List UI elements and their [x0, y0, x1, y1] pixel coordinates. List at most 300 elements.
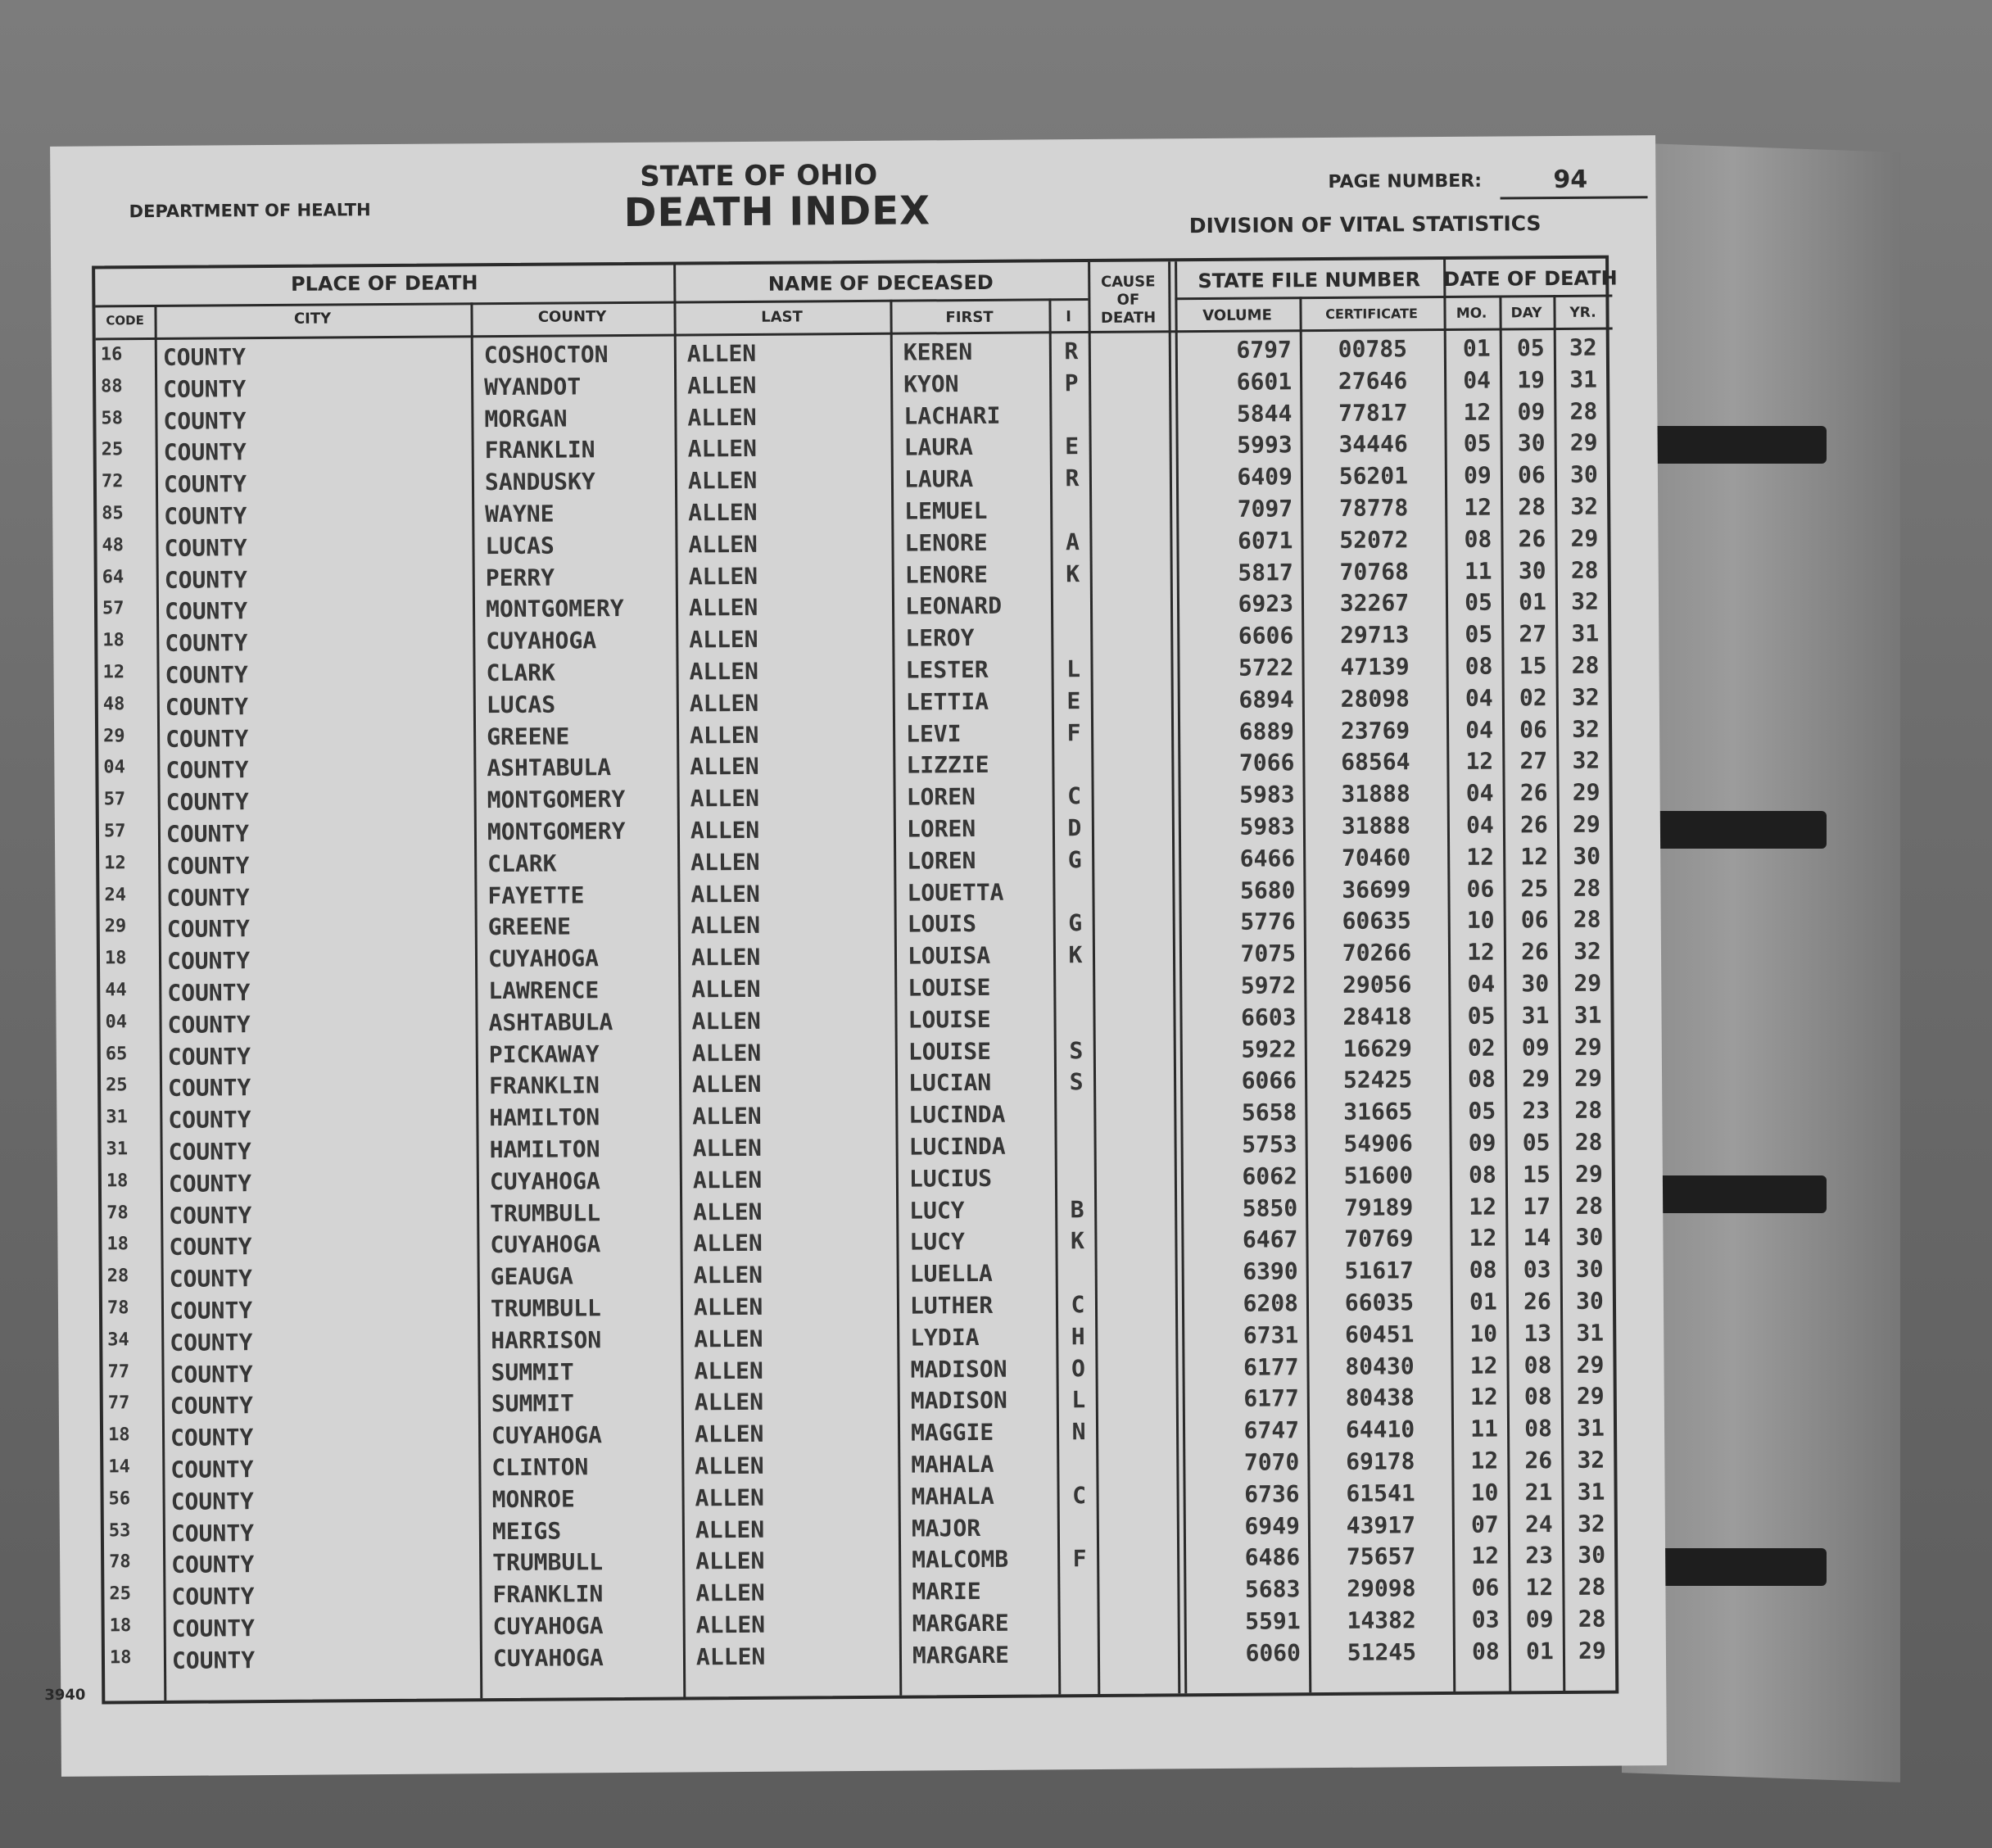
header-first: FIRST — [945, 308, 994, 327]
city-cell: COUNTY — [165, 629, 248, 658]
city-cell: COUNTY — [170, 1392, 254, 1420]
city-cell: COUNTY — [164, 502, 247, 530]
month-cell: 05 — [1468, 1097, 1496, 1125]
volume-cell: 6177 — [1243, 1384, 1299, 1413]
first-name-cell: LOUETTA — [907, 878, 1004, 907]
month-cell: 11 — [1470, 1415, 1499, 1443]
last-name-cell: ALLEN — [692, 1103, 762, 1130]
day-cell: 26 — [1524, 1447, 1553, 1474]
county-cell: WAYNE — [485, 500, 555, 528]
code-cell: 04 — [103, 757, 125, 778]
last-name-cell: ALLEN — [690, 753, 759, 781]
city-cell: COUNTY — [167, 1074, 251, 1103]
year-cell: 32 — [1577, 1446, 1605, 1474]
code-cell: 31 — [106, 1107, 128, 1128]
city-cell: COUNTY — [163, 375, 247, 403]
first-name-cell: LUCY — [909, 1196, 965, 1225]
city-cell: COUNTY — [163, 406, 247, 435]
initial-cell: E — [1065, 433, 1080, 460]
first-name-cell: LUCIUS — [908, 1164, 993, 1193]
day-cell: 26 — [1518, 524, 1546, 553]
certificate-cell: 61541 — [1346, 1479, 1415, 1507]
code-cell: 72 — [101, 471, 124, 492]
first-name-cell: LOUISA — [907, 942, 991, 970]
page-number: 94 — [1553, 165, 1588, 195]
volume-cell: 7097 — [1237, 495, 1293, 523]
volume-cell: 6797 — [1236, 336, 1292, 364]
code-cell: 24 — [104, 884, 127, 906]
header-volume: VOLUME — [1202, 306, 1272, 325]
first-name-cell: MARIE — [912, 1578, 981, 1606]
day-cell: 06 — [1519, 715, 1548, 743]
county-cell: HAMILTON — [489, 1135, 600, 1164]
header-county: COUNTY — [537, 308, 607, 326]
day-cell: 28 — [1518, 493, 1546, 521]
month-cell: 05 — [1463, 429, 1492, 458]
code-cell: 77 — [107, 1361, 130, 1383]
day-cell: 29 — [1522, 1065, 1551, 1093]
last-name-cell: ALLEN — [693, 1198, 763, 1226]
day-cell: 12 — [1525, 1574, 1554, 1601]
county-cell: CUYAHOGA — [489, 1167, 600, 1195]
city-cell: COUNTY — [167, 1010, 251, 1039]
county-cell: WYANDOT — [484, 373, 582, 401]
city-cell: COUNTY — [164, 597, 248, 626]
month-cell: 12 — [1463, 398, 1492, 426]
year-cell: 30 — [1578, 1542, 1606, 1569]
certificate-cell: 70460 — [1341, 844, 1411, 872]
first-name-cell: MADISON — [910, 1387, 1007, 1415]
last-name-cell: ALLEN — [695, 1610, 766, 1639]
city-cell: COUNTY — [170, 1456, 254, 1483]
certificate-cell: 78778 — [1338, 494, 1409, 522]
month-cell: 08 — [1465, 652, 1493, 680]
first-name-cell: KEREN — [903, 338, 973, 366]
code-cell: 14 — [108, 1456, 130, 1478]
code-cell: 25 — [109, 1583, 132, 1605]
certificate-cell: 51600 — [1343, 1162, 1414, 1189]
year-cell: 29 — [1574, 1065, 1603, 1093]
header-day: DAY — [1510, 305, 1542, 322]
last-name-cell: ALLEN — [690, 785, 760, 813]
day-cell: 08 — [1523, 1383, 1552, 1411]
code-cell: 57 — [103, 789, 126, 810]
initial-cell: R — [1064, 337, 1079, 365]
certificate-cell: 80438 — [1345, 1384, 1415, 1412]
last-name-cell: ALLEN — [695, 1579, 765, 1607]
month-cell: 01 — [1462, 334, 1491, 362]
code-cell: 88 — [101, 376, 123, 397]
day-cell: 24 — [1524, 1510, 1553, 1538]
code-cell: 29 — [104, 916, 127, 937]
certificate-cell: 70769 — [1344, 1225, 1414, 1253]
first-name-cell: LACHARI — [903, 401, 1001, 430]
city-cell: COUNTY — [165, 820, 250, 848]
last-name-cell: ALLEN — [689, 626, 758, 654]
county-cell: CUYAHOGA — [490, 1230, 601, 1259]
month-cell: 05 — [1465, 620, 1493, 649]
first-name-cell: LENORE — [904, 528, 988, 557]
volume-cell: 6466 — [1239, 845, 1296, 872]
year-cell: 28 — [1578, 1573, 1606, 1601]
last-name-cell: ALLEN — [687, 435, 758, 463]
year-cell: 29 — [1572, 778, 1600, 807]
death-index-table — [92, 256, 1618, 1705]
county-cell: SUMMIT — [491, 1389, 575, 1418]
volume-cell: 6486 — [1244, 1543, 1301, 1572]
year-cell: 28 — [1571, 651, 1600, 679]
year-cell: 31 — [1577, 1414, 1605, 1443]
month-cell: 08 — [1471, 1637, 1500, 1665]
city-cell: COUNTY — [163, 470, 247, 499]
certificate-cell: 54906 — [1343, 1130, 1413, 1157]
month-cell: 05 — [1467, 1002, 1496, 1030]
month-cell: 12 — [1465, 747, 1494, 776]
certificate-cell: 80430 — [1345, 1352, 1415, 1380]
year-cell: 28 — [1569, 397, 1598, 425]
month-cell: 11 — [1464, 557, 1492, 585]
year-cell: 32 — [1570, 492, 1599, 520]
volume-cell: 6060 — [1245, 1639, 1302, 1667]
code-cell: 57 — [102, 598, 124, 619]
initial-cell: K — [1066, 559, 1080, 587]
year-cell: 29 — [1574, 1160, 1603, 1188]
first-name-cell: LEROY — [905, 624, 975, 652]
initial-cell: C — [1071, 1291, 1085, 1319]
month-cell: 04 — [1463, 366, 1492, 394]
month-cell: 02 — [1467, 1034, 1496, 1062]
last-name-cell: ALLEN — [692, 1166, 763, 1194]
code-cell: 18 — [109, 1647, 132, 1669]
code-cell: 29 — [103, 725, 125, 747]
last-name-cell: ALLEN — [695, 1515, 765, 1544]
volume-cell: 5658 — [1241, 1098, 1297, 1126]
day-cell: 09 — [1517, 397, 1546, 425]
year-cell: 32 — [1571, 683, 1600, 711]
city-cell: COUNTY — [165, 661, 248, 689]
year-cell: 30 — [1575, 1224, 1604, 1252]
city-cell: COUNTY — [169, 1297, 253, 1325]
code-cell: 58 — [101, 407, 123, 429]
certificate-cell: 56201 — [1338, 462, 1409, 491]
first-name-cell: MAHALA — [911, 1450, 994, 1479]
volume-cell: 6923 — [1238, 590, 1294, 618]
day-cell: 09 — [1521, 1033, 1550, 1061]
volume-cell: 5850 — [1242, 1194, 1298, 1222]
last-name-cell: ALLEN — [687, 403, 757, 432]
year-cell: 28 — [1570, 556, 1599, 584]
month-cell: 12 — [1466, 843, 1495, 871]
county-cell: FAYETTE — [487, 881, 585, 909]
page-title: DEATH INDEX — [623, 188, 931, 236]
day-cell: 27 — [1519, 747, 1548, 775]
year-cell: 31 — [1569, 365, 1598, 393]
last-name-cell: ALLEN — [688, 498, 758, 527]
county-cell: FRANKLIN — [488, 1071, 600, 1100]
certificate-cell: 51617 — [1344, 1257, 1414, 1285]
certificate-cell: 64410 — [1345, 1415, 1415, 1444]
day-cell: 19 — [1517, 365, 1546, 394]
county-cell: PERRY — [485, 564, 555, 591]
month-cell: 10 — [1466, 906, 1495, 935]
year-cell: 29 — [1573, 1033, 1602, 1061]
first-name-cell: LOUISE — [908, 1005, 991, 1034]
first-name-cell: LUTHER — [909, 1291, 994, 1320]
initial-cell: G — [1068, 909, 1083, 937]
day-cell: 08 — [1524, 1415, 1553, 1443]
month-cell: 04 — [1465, 684, 1493, 712]
county-cell: COSHOCTON — [483, 341, 609, 369]
header-yr: YR. — [1569, 304, 1596, 321]
initial-cell: K — [1070, 1227, 1084, 1255]
county-cell: GREENE — [487, 913, 572, 941]
city-cell: COUNTY — [166, 851, 250, 880]
code-cell: 04 — [105, 1012, 128, 1033]
volume-cell: 6071 — [1237, 527, 1293, 555]
year-cell: 30 — [1575, 1287, 1604, 1315]
city-cell: COUNTY — [168, 1138, 251, 1166]
county-cell: MORGAN — [484, 405, 568, 433]
certificate-cell: 52072 — [1339, 526, 1409, 554]
day-cell: 15 — [1522, 1160, 1551, 1189]
county-cell: MONROE — [491, 1485, 575, 1513]
certificate-cell: 31888 — [1341, 812, 1411, 840]
certificate-cell: 31888 — [1341, 780, 1410, 808]
first-name-cell: LENORE — [904, 560, 989, 589]
year-cell: 28 — [1573, 906, 1601, 934]
county-cell: HAMILTON — [489, 1103, 600, 1132]
form-number: 3940 — [44, 1686, 86, 1704]
volume-cell: 5817 — [1238, 558, 1293, 587]
first-name-cell: KYON — [903, 369, 959, 398]
first-name-cell: LUELLA — [909, 1260, 993, 1288]
certificate-cell: 52425 — [1342, 1066, 1413, 1094]
county-cell: PICKAWAY — [488, 1040, 600, 1068]
first-name-cell: MARGARE — [912, 1641, 1010, 1669]
month-cell: 06 — [1471, 1574, 1500, 1601]
day-cell: 26 — [1523, 1288, 1551, 1316]
last-name-cell: ALLEN — [687, 371, 757, 400]
initial-cell: P — [1064, 369, 1079, 397]
initial-cell: H — [1071, 1322, 1085, 1350]
city-cell: COUNTY — [167, 1042, 251, 1071]
city-cell: COUNTY — [169, 1265, 253, 1293]
city-cell: COUNTY — [168, 1106, 251, 1135]
city-cell: COUNTY — [169, 1233, 252, 1261]
county-cell: GEAUGA — [490, 1262, 573, 1291]
first-name-cell: MALCOMB — [912, 1546, 1009, 1574]
first-name-cell: LOREN — [907, 846, 976, 875]
first-name-cell: MAHALA — [911, 1482, 994, 1511]
first-name-cell: LETTIA — [905, 687, 989, 716]
volume-cell: 5680 — [1239, 876, 1296, 904]
city-cell: COUNTY — [170, 1424, 254, 1452]
certificate-cell: 29713 — [1340, 621, 1410, 650]
code-cell: 25 — [101, 439, 124, 460]
volume-cell: 5753 — [1242, 1130, 1297, 1158]
day-cell: 01 — [1519, 588, 1546, 616]
last-name-cell: ALLEN — [694, 1325, 763, 1353]
code-cell: 78 — [106, 1298, 129, 1319]
city-cell: COUNTY — [168, 1169, 252, 1198]
volume-cell: 6731 — [1243, 1321, 1299, 1349]
county-cell: CLINTON — [491, 1453, 589, 1482]
county-cell: TRUMBULL — [492, 1548, 604, 1577]
year-cell: 28 — [1573, 874, 1601, 902]
city-cell: COUNTY — [171, 1615, 255, 1642]
header-mo: MO. — [1456, 305, 1487, 322]
city-cell: COUNTY — [169, 1201, 252, 1230]
year-cell: 28 — [1574, 1128, 1603, 1156]
code-cell: 31 — [106, 1139, 129, 1160]
certificate-cell: 34446 — [1338, 430, 1408, 459]
county-cell: TRUMBULL — [490, 1198, 601, 1227]
year-cell: 32 — [1572, 747, 1600, 775]
city-cell: COUNTY — [165, 756, 249, 785]
initial-cell: E — [1066, 686, 1081, 715]
initial-cell: O — [1071, 1354, 1086, 1382]
ledger-page — [44, 135, 1667, 1777]
code-cell: 44 — [105, 980, 127, 1001]
code-cell: 25 — [105, 1075, 128, 1096]
month-cell: 06 — [1466, 875, 1495, 903]
first-name-cell: LIZZIE — [906, 751, 989, 779]
first-name-cell: LAURA — [903, 433, 974, 461]
code-cell: 12 — [104, 853, 126, 874]
county-cell: CUYAHOGA — [487, 944, 599, 973]
county-cell: MONTGOMERY — [487, 817, 626, 846]
certificate-cell: 75657 — [1346, 1542, 1416, 1571]
code-cell: 56 — [108, 1488, 131, 1510]
first-name-cell: LAURA — [903, 465, 974, 493]
certificate-cell: 29056 — [1342, 971, 1412, 999]
day-cell: 26 — [1519, 811, 1548, 839]
last-name-cell: ALLEN — [695, 1547, 765, 1575]
month-cell: 07 — [1470, 1511, 1499, 1538]
volume-cell: 7070 — [1243, 1448, 1300, 1476]
certificate-cell: 29098 — [1347, 1574, 1416, 1603]
day-cell: 06 — [1520, 906, 1549, 934]
day-cell: 01 — [1525, 1637, 1554, 1665]
code-cell: 18 — [107, 1424, 130, 1446]
year-cell: 29 — [1576, 1383, 1605, 1411]
certificate-cell: 27646 — [1338, 367, 1408, 395]
code-cell: 53 — [108, 1520, 131, 1541]
last-name-cell: ALLEN — [691, 1007, 761, 1035]
county-cell: ASHTABULA — [488, 1008, 613, 1036]
code-cell: 77 — [107, 1393, 130, 1414]
certificate-cell: 28418 — [1342, 1003, 1412, 1030]
city-cell: COUNTY — [170, 1360, 253, 1388]
certificate-cell: 23769 — [1340, 716, 1410, 745]
month-cell: 09 — [1468, 1129, 1496, 1157]
last-name-cell: ALLEN — [693, 1261, 763, 1289]
year-cell: 32 — [1572, 715, 1600, 743]
volume-cell: 5922 — [1241, 1035, 1297, 1063]
month-cell: 10 — [1470, 1479, 1499, 1506]
month-cell: 05 — [1465, 588, 1492, 617]
code-cell: 18 — [106, 1234, 129, 1255]
volume-cell: 5844 — [1236, 399, 1293, 428]
first-name-cell: MAGGIE — [910, 1419, 994, 1447]
month-cell: 12 — [1470, 1447, 1499, 1474]
city-cell: COUNTY — [167, 979, 251, 1007]
certificate-cell: 69178 — [1346, 1447, 1415, 1475]
last-name-cell: ALLEN — [689, 657, 758, 686]
year-cell: 32 — [1573, 937, 1601, 966]
first-name-cell: LOREN — [906, 814, 976, 843]
first-name-cell: LESTER — [905, 655, 989, 684]
volume-cell: 6062 — [1242, 1162, 1298, 1190]
year-cell: 32 — [1577, 1510, 1605, 1538]
volume-cell: 6889 — [1238, 717, 1295, 745]
volume-cell: 5591 — [1245, 1607, 1301, 1635]
county-cell: FRANKLIN — [484, 436, 595, 464]
volume-cell: 6603 — [1240, 1003, 1297, 1031]
last-name-cell: ALLEN — [694, 1420, 764, 1448]
volume-cell: 6409 — [1237, 463, 1293, 491]
volume-cell: 6736 — [1244, 1480, 1300, 1508]
header-state-file-number: STATE FILE NUMBER — [1197, 268, 1421, 293]
volume-cell: 5776 — [1240, 908, 1296, 936]
year-cell: 29 — [1576, 1351, 1605, 1379]
county-cell: MONTGOMERY — [487, 786, 626, 814]
certificate-cell: 31665 — [1343, 1098, 1413, 1126]
certificate-cell: 68564 — [1341, 748, 1410, 777]
volume-cell: 6177 — [1243, 1352, 1299, 1381]
first-name-cell: LUCY — [909, 1228, 965, 1256]
volume-cell: 6467 — [1242, 1225, 1298, 1254]
day-cell: 21 — [1524, 1478, 1553, 1506]
year-cell: 28 — [1575, 1192, 1604, 1220]
certificate-cell: 66035 — [1344, 1289, 1415, 1316]
code-cell: 78 — [106, 1202, 129, 1224]
certificate-cell: 60635 — [1342, 907, 1411, 935]
city-cell: COUNTY — [170, 1487, 254, 1515]
first-name-cell: MAJOR — [911, 1514, 981, 1542]
city-cell: COUNTY — [166, 883, 250, 912]
volume-cell: 6208 — [1243, 1289, 1299, 1317]
last-name-cell: ALLEN — [688, 562, 758, 591]
last-name-cell: ALLEN — [691, 975, 761, 1003]
year-cell: 32 — [1569, 333, 1597, 361]
city-cell: COUNTY — [162, 343, 247, 371]
day-cell: 25 — [1520, 874, 1549, 902]
county-cell: MEIGS — [491, 1517, 562, 1545]
code-cell: 34 — [107, 1329, 129, 1351]
city-cell: COUNTY — [163, 438, 247, 467]
last-name-cell: ALLEN — [688, 530, 758, 559]
code-cell: 18 — [106, 1171, 129, 1192]
first-name-cell: LEVI — [905, 719, 962, 748]
initial-cell: N — [1071, 1418, 1086, 1446]
day-cell: 05 — [1522, 1129, 1551, 1157]
certificate-cell: 51245 — [1347, 1638, 1417, 1666]
county-cell: LUCAS — [486, 691, 556, 718]
day-cell: 30 — [1517, 429, 1546, 457]
month-cell: 04 — [1465, 716, 1494, 744]
code-cell: 48 — [102, 535, 124, 556]
initial-cell: S — [1069, 1068, 1084, 1096]
city-cell: COUNTY — [164, 533, 247, 562]
month-cell: 12 — [1464, 493, 1492, 521]
certificate-cell: 77817 — [1338, 398, 1408, 427]
certificate-cell: 16629 — [1342, 1034, 1413, 1062]
last-name-cell: ALLEN — [690, 880, 760, 908]
last-name-cell: ALLEN — [688, 594, 758, 622]
certificate-cell: 36699 — [1342, 875, 1411, 904]
month-cell: 04 — [1467, 970, 1496, 998]
